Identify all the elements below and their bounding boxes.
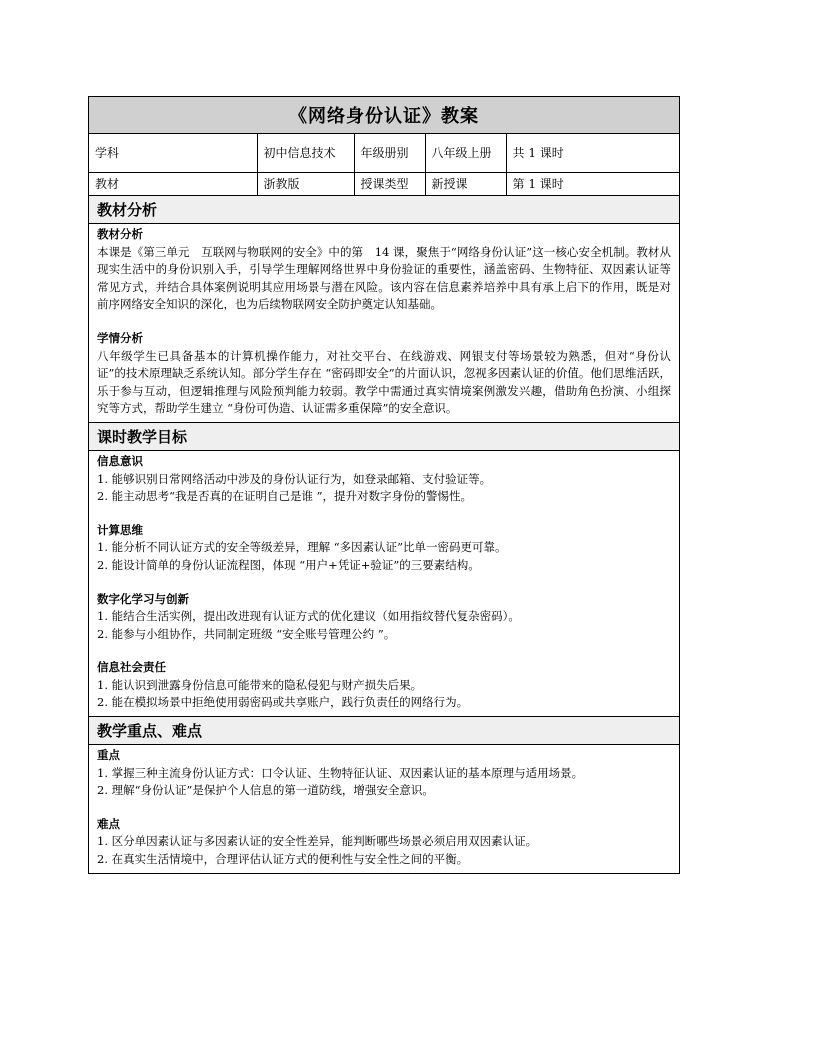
- subheading: 难点: [97, 816, 120, 831]
- section-heading-analysis: 教材分析: [89, 196, 679, 224]
- subheading: 教材分析: [97, 227, 143, 241]
- lesson-type-value: 新授课: [425, 173, 506, 196]
- textbook-label: 教材: [89, 173, 257, 196]
- list-item: 2. 理解“身份认证”是保护个人信息的第一道防线，增强安全意识。: [97, 783, 434, 798]
- list-item: 1. 能分析不同认证方式的安全等级差异，理解 “多因素认证”比单一密码更可靠。: [97, 540, 507, 555]
- section-body-analysis: [89, 224, 679, 423]
- section-heading-goals: 课时教学目标: [89, 423, 679, 451]
- list-item: 1. 区分单因素认证与多因素认证的安全性差异，能判断哪些场景必须启用双因素认证。: [97, 834, 538, 849]
- subheading: 信息社会责任: [97, 660, 166, 675]
- info-row: [89, 173, 679, 196]
- subject-value: 初中信息技术: [257, 134, 354, 173]
- list-item: 2. 能主动思考“我是否真的在证明自己是谁 ”，提升对数字身份的警惕性。: [97, 489, 473, 504]
- subheading: 重点: [97, 748, 120, 763]
- list-item: 2. 能设计简单的身份认证流程图，体现 “用户+凭证+验证”的三要素结构。: [97, 557, 480, 572]
- info-row: [89, 134, 679, 173]
- paragraph: 本课是《第三单元 互联网与物联网的安全》中的第 14 课，聚焦于“网络身份认证”这一核心安全机制。教材从现实生活中的身份识别入手，引导学生理解网络世界中身份验证的重要性，涵盖密码、生物特征、双因素认证等常见方式，并结合具体案例说明其应用场景与潜在风险。该内容在信息素养培养中具有承上启下的作用，既是对前序网络安全知识的深化，也为后续物联网安全防护奠定认知基础。: [97, 244, 671, 312]
- list-item: 1. 能认识到泄露身份信息可能带来的隐私侵犯与财产损失后果。: [97, 677, 423, 692]
- section-heading-keypoints: 教学重点、难点: [89, 717, 679, 745]
- textbook-value: 浙教版: [257, 173, 354, 196]
- list-item: 1. 能结合生活实例，提出改进现有认证方式的优化建议（如用指纹替代复杂密码）。: [97, 609, 520, 624]
- info-table: [89, 134, 679, 196]
- lesson-number: 第 1 课时: [506, 173, 679, 196]
- list-item: 1. 掌握三种主流身份认证方式：口令认证、生物特征认证、双因素认证的基本原理与适用场景。: [97, 765, 584, 780]
- lesson-plan-document: [88, 96, 680, 874]
- section-body-goals: [89, 451, 679, 717]
- grade-label: 年级册别: [354, 134, 425, 173]
- total-hours: 共 1 课时: [506, 134, 679, 173]
- subject-label: 学科: [89, 134, 257, 173]
- section-body-keypoints: [89, 745, 679, 873]
- lesson-type-label: 授课类型: [354, 173, 425, 196]
- paragraph: 八年级学生已具备基本的计算机操作能力，对社交平台、在线游戏、网银支付等场景较为熟悉，但对“身份认证”的技术原理缺乏系统认知。部分学生存在 “密码即安全”的片面认识，忽视多因素认证的价值。他们思维活跃，乐于参与互动，但逻辑推理与风险预判能力较弱。教学中需通过真实情境案例激发兴趣，借助角色扮演、小组探究等方式，帮助学生建立 “身份可伪造、认证需多重保障”的安全意识。: [97, 348, 671, 416]
- list-item: 2. 在真实生活情境中，合理评估认证方式的便利性与安全性之间的平衡。: [97, 852, 469, 867]
- subheading: 计算思维: [97, 522, 143, 537]
- subheading: 数字化学习与创新: [97, 591, 189, 606]
- subheading: 学情分析: [97, 330, 143, 345]
- list-item: 1. 能够识别日常网络活动中涉及的身份认证行为，如登录邮箱、支付验证等。: [97, 471, 492, 486]
- document-title: 《网络身份认证》教案: [89, 97, 679, 134]
- list-item: 2. 能在模拟场景中拒绝使用弱密码或共享账户，践行负责任的网络行为。: [97, 695, 469, 710]
- subheading: 信息意识: [97, 453, 143, 468]
- list-item: 2. 能参与小组协作，共同制定班级 “安全账号管理公约 ”。: [97, 626, 396, 641]
- grade-value: 八年级上册: [425, 134, 506, 173]
